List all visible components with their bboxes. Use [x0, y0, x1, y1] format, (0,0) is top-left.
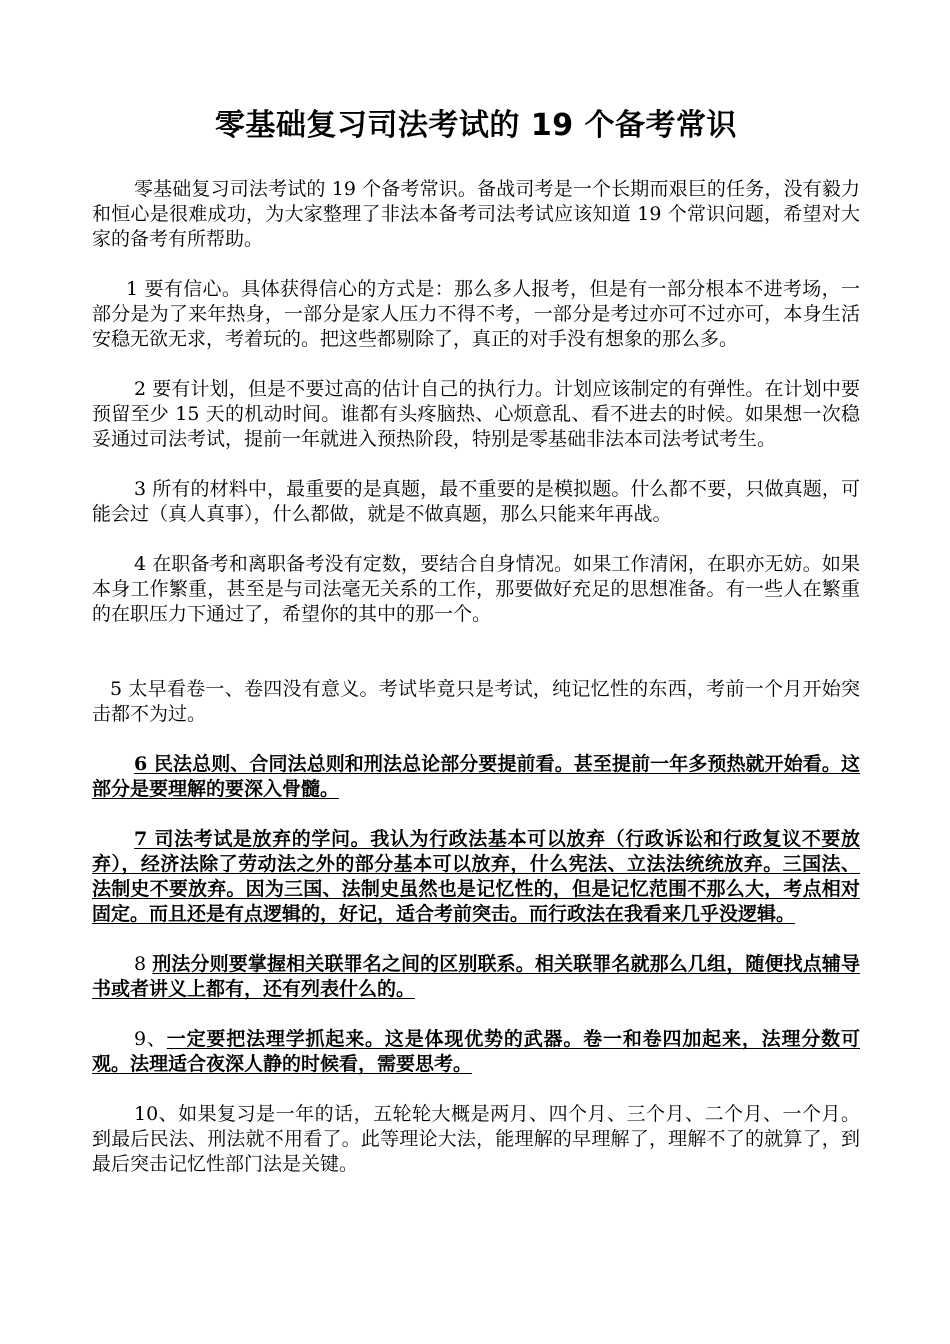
tip-number: 4 [134, 553, 147, 575]
tip-number: 1 [126, 278, 139, 300]
tip-text: 刑法分则要掌握相关联罪名之间的区别联系。相关联罪名就那么几组，随便找点辅导书或者讲义上都有，还有列表什么的。 [92, 953, 860, 1000]
tip-text: 民法总则、合同法总则和刑法总论部分要提前看。甚至提前一年多预热就开始看。这部分是要理解的要深入骨髓。 [92, 753, 860, 800]
tip-3 [92, 477, 860, 527]
tip-text: 太早看卷一、卷四没有意义。考试毕竟只是考试，纯记忆性的东西，考前一个月开始突击都不为过。 [92, 678, 860, 725]
tip-1 [92, 277, 860, 352]
tip-text: 如果复习是一年的话，五轮轮大概是两月、四个月、三个月、二个月、一个月。到最后民法、刑法就不用看了。此等理论大法，能理解的早理解了，理解不了的就算了，到最后突击记忆性部门法是关键。 [92, 1103, 860, 1175]
tip-number: 3 [134, 478, 147, 500]
tip-4 [92, 552, 860, 627]
tip-number: 2 [134, 378, 147, 400]
tip-9 [92, 1027, 860, 1077]
intro-paragraph: 零基础复习司法考试的 19 个备考常识。备战司考是一个长期而艰巨的任务，没有毅力和恒心是很难成功，为大家整理了非法本备考司法考试应该知道 19 个常识问题，希望对大家的备考有所帮助。 [92, 178, 860, 250]
tip-text: 所有的材料中，最重要的是真题，最不重要的是模拟题。什么都不要，只做真题，可能会过（真人真事），什么都做，就是不做真题，那么只能来年再战。 [92, 478, 860, 525]
tip-8 [92, 952, 860, 1002]
tip-text: 要有计划，但是不要过高的估计自己的执行力。计划应该制定的有弹性。在计划中要预留至少 15 天的机动时间。谁都有头疼脑热、心烦意乱、看不进去的时候。如果想一次稳妥通过司法考试，提前一年就进入预热阶段，特别是零基础非法本司法考试考生。 [92, 378, 860, 450]
tip-7 [92, 827, 860, 927]
tip-5 [92, 677, 860, 727]
tip-6 [92, 752, 860, 802]
tip-number: 7 [134, 828, 148, 850]
tip-text: 在职备考和离职备考没有定数，要结合自身情况。如果工作清闲，在职亦无妨。如果本身工作繁重，甚至是与司法毫无关系的工作，那要做好充足的思想准备。有一些人在繁重的在职压力下通过了，希望你的其中的那一个。 [92, 553, 860, 625]
tip-number: 8 [134, 953, 147, 975]
tip-10 [92, 1102, 860, 1177]
tip-text: 一定要把法理学抓起来。这是体现优势的武器。卷一和卷四加起来，法理分数可观。法理适合夜深人静的时候看，需要思考。 [92, 1028, 860, 1075]
tip-text: 司法考试是放弃的学问。我认为行政法基本可以放弃（行政诉讼和行政复议不要放弃），经济法除了劳动法之外的部分基本可以放弃，什么宪法、立法法统统放弃。三国法、法制史不要放弃。因为三国、法制史虽然也是记忆性的，但是记忆范围不那么大，考点相对固定。而且还是有点逻辑的，好记，适合考前突击。而行政法在我看来几乎没逻辑。 [92, 828, 860, 925]
document-title: 零基础复习司法考试的 19 个备考常识 [214, 108, 738, 143]
tip-number: 5 [110, 678, 123, 700]
tip-number: 9、 [134, 1028, 167, 1050]
tip-2 [92, 377, 860, 452]
tip-text: 要有信心。具体获得信心的方式是：那么多人报考，但是有一部分根本不进考场，一部分是为了来年热身，一部分是家人压力不得不考，一部分是考过亦可不过亦可，本身生活安稳无欲无求，考着玩的。把这些都剔除了，真正的对手没有想象的那么多。 [92, 278, 860, 350]
tip-number: 6 [134, 753, 148, 775]
tip-number: 10、 [134, 1103, 179, 1125]
